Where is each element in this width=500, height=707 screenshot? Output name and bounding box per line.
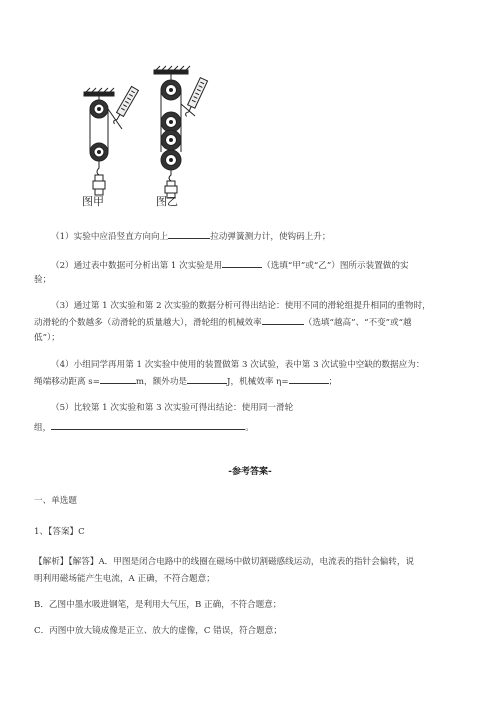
question-4-line-2 xyxy=(34,373,337,391)
answer-blank[interactable] xyxy=(100,373,136,384)
question-4-text-d: ； xyxy=(328,377,338,387)
question-2-line-2: 验； xyxy=(34,275,52,285)
question-3-text-a: 动滑轮的个数越多（动滑轮的质量越大），滑轮组的机械效率 xyxy=(34,318,262,328)
answer-item-1: 1、【答案】C xyxy=(34,527,85,537)
question-4-line-1: （4）小组同学再用第 1 次实验中使用的装置做第 3 次试验，表中第 3 次试验中空缺的数据应为： xyxy=(51,360,425,370)
answer-blank[interactable] xyxy=(262,314,304,325)
question-5-text-b: 。 xyxy=(245,423,254,433)
question-5-text-a: 组， xyxy=(34,423,52,433)
question-3-line-1: （3）通过第 1 次实验和第 2 次实验的数据分析可得出结论：使用不同的滑轮组提升相同的重物时， xyxy=(51,301,431,311)
question-2-text-a: （2）通过表中数据可分析出第 1 次实验是用 xyxy=(51,261,223,271)
figure-label-a: 图甲 xyxy=(82,195,104,208)
pulley-setup-b xyxy=(154,66,208,198)
question-4-text-b: m，额外功是 xyxy=(135,377,188,387)
question-1 xyxy=(51,228,331,246)
answer-blank[interactable] xyxy=(51,419,245,430)
question-2-line-1 xyxy=(51,257,409,275)
question-4-text-a: 绳端移动距离 s= xyxy=(34,377,100,387)
analysis-option-c: C．丙图中放大镜成像是正立、放大的虚像，C 错误，符合题意； xyxy=(34,626,282,636)
answer-blank[interactable] xyxy=(187,373,227,384)
question-3-text-b: （选填“越高”、“不变”或“越 xyxy=(303,318,412,328)
question-3-line-2 xyxy=(34,314,412,332)
figure-label-b: 图乙 xyxy=(156,195,178,208)
answer-section-title: -参考答案- xyxy=(228,467,272,477)
answer-blank[interactable] xyxy=(168,228,210,239)
analysis-line-2: 明利用磁场能产生电流，A 正确，不符合题意； xyxy=(34,574,215,584)
pulley-figure xyxy=(78,64,228,214)
analysis-line-1: 【解析】【解答】A．甲图是闭合电路中的线圈在磁场中做切割磁感线运动，电流表的指针会偏转，说 xyxy=(34,557,415,567)
analysis-option-b: B．乙图中墨水吸进钢笔，是利用大气压，B 正确，不符合题意； xyxy=(34,600,282,610)
answer-blank[interactable] xyxy=(289,373,329,384)
answer-blank[interactable] xyxy=(222,257,262,268)
question-2-text-b: （选填“甲”或“乙”）图所示装置做的实 xyxy=(262,261,409,271)
question-1-text-a: （1）实验中应沿竖直方向向上 xyxy=(51,232,169,242)
section-heading: 一、单选题 xyxy=(34,496,77,506)
question-5-line-1: （5）比较第 1 次实验和第 3 次实验可得出结论：使用同一滑轮 xyxy=(51,403,294,413)
question-3-line-3: 低”）； xyxy=(34,333,60,343)
pulley-setup-a xyxy=(84,86,138,195)
question-5-line-2 xyxy=(34,419,254,437)
question-1-text-b: 拉动弹簧测力计，使钩码上升； xyxy=(210,232,331,242)
question-4-text-c: J，机械效率 η= xyxy=(227,377,289,387)
